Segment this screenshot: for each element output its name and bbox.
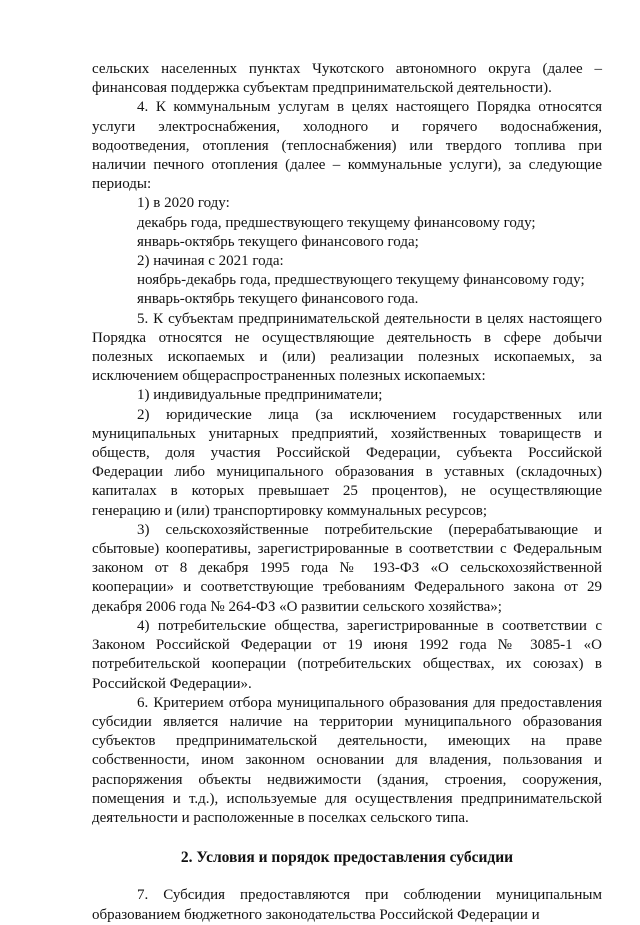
paragraph-5-business-subjects: 5. К субъектам предпринимательской деятельности в целях настоящего Порядка относятся не осуществляющие деятельность в сфере добычи полезных ископаемых и (или) реализации полезных ископаемых, за исключением общераспространенных полезных ископаемых: [92,310,602,385]
paragraph-6-selection-criterion: 6. Критерием отбора муниципального образования для предоставления субсидии является наличие на территории муниципального образования субъектов предпринимательской деятельности, имеющих на праве собственности, ином законном основании для владения, пользования и распоряжения объекты недвижимости (здания, строения, сооружения, помещения и т.д.), используемые для осуществления предпринимательской деятельности и расположенные в поселках сельского типа. [92,694,602,826]
list-item-2020-december: декабрь года, предшествующего текущему финансовому году; [137,214,536,231]
list-item-2020-jan-oct: январь-октябрь текущего финансового года; [137,233,419,250]
list-item-entrepreneurs: 1) индивидуальные предприниматели; [137,387,383,404]
list-item-2021-nov-dec: ноябрь-декабрь года, предшествующего текущему финансовому году; [137,272,585,289]
list-item-2021: 2) начиная с 2021 года: [137,253,284,270]
paragraph-4-communal-services: 4. К коммунальным услугам в целях настоящего Порядка относятся услуги электроснабжения, холодного и горячего водоснабжения, водоотведения, отопления (теплоснабжения) или твердого топлива при наличии печного отопления (далее – коммунальные услуги), за следующие периоды: [92,99,602,193]
list-item-2021-jan-oct: январь-октябрь текущего финансового года. [137,291,419,308]
paragraph-continuation: сельских населенных пунктах Чукотского автономного округа (далее – финансовая поддержка субъектам предпринимательской деятельности). [92,61,602,97]
document-body [92,60,602,925]
list-item-legal-entities: 2) юридические лица (за исключением государственных или муниципальных унитарных предприятий, хозяйственных товариществ и обществ, доля участия Российской Федерации, субъекта Российской Федерации либо муниципального образования в уставных (складочных) капиталах в которых превышает 25 процентов), не осуществляющие генерацию и (или) транспортировку коммунальных ресурсов; [92,406,602,519]
list-item-2020: 1) в 2020 году: [137,195,230,212]
list-item-cooperatives: 3) сельскохозяйственные потребительские (перерабатывающие и сбытовые) кооперативы, зарегистрированные в соответствии с Федеральным законом от 8 декабря 1995 года № 193-ФЗ «О сельскохозяйственной кооперации» и соответствующие требованиям Федерального закона от 29 декабря 2006 года № 264-ФЗ «О развитии сельского хозяйства»; [92,521,602,615]
section-heading: 2. Условия и порядок предоставления субсидии [180,849,514,867]
list-item-consumer-societies: 4) потребительские общества, зарегистрированные в соответствии с Законом Российской Федерации от 19 июня 1992 года № 3085-1 «О потребительской кооперации (потребительских обществах, их союзах) в Российской Федерации». [92,617,602,692]
paragraph-7-subsidy-conditions: 7. Субсидия предоставляются при соблюдении муниципальным образованием бюджетного законодательства Российской Федерации и [92,887,602,923]
